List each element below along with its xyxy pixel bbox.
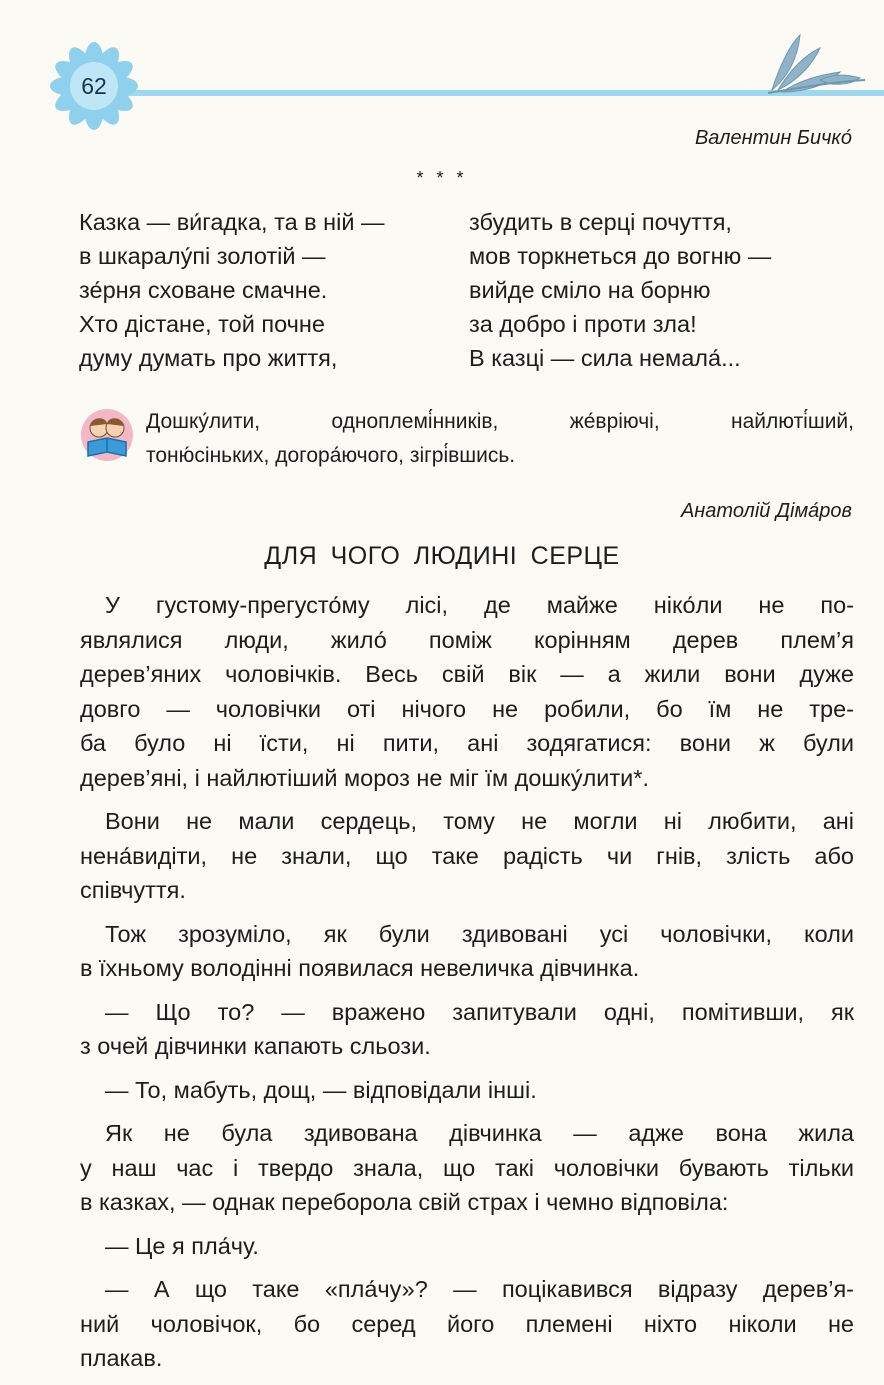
vocabulary-word: найлюті́ший,: [731, 410, 854, 433]
story-paragraph: [80, 804, 854, 908]
vocabulary-words: [146, 405, 854, 473]
story-paragraph: [80, 995, 854, 1064]
story-paragraph: [80, 1073, 854, 1108]
text-line: в їхньому володінні появилася невеличка дівчинка.: [80, 955, 640, 981]
story-author: Анатолій Діма́ров: [680, 500, 852, 522]
text-line: — То, мабуть, дощ, — відповідали інші.: [105, 1076, 537, 1103]
poem-column-left: [79, 205, 385, 375]
story-paragraph: [80, 1116, 854, 1220]
story-title: ДЛЯ ЧОГО ЛЮДИНІ СЕРЦЕ: [264, 542, 620, 570]
poem-line: Хто дістане, той почне: [79, 311, 325, 337]
page-number: 62: [81, 72, 107, 99]
reading-children-icon: [80, 408, 134, 462]
text-line: плакав.: [80, 1345, 163, 1371]
poem-line: думу думать про життя,: [79, 345, 338, 371]
vocabulary-line: тоню́сіньких, догора́ючого, зігрі́вшись.: [146, 444, 516, 467]
text-line: у наш час і твердо знала, що такі чоловічки бувають тільки: [80, 1154, 854, 1181]
text-line: дерев’яних чоловічків. Весь свій вік — а жили вони дуже: [80, 661, 854, 687]
text-line: з очей дівчинки капають сльози.: [80, 1033, 431, 1059]
vocabulary-line: [146, 405, 854, 439]
text-line: являлися люди, жило́ поміж корінням дерев плем’я: [80, 626, 854, 653]
text-line: нена́видіти, не знали, що таке радість чи гнів, злість або: [80, 842, 854, 869]
story-body: [80, 588, 854, 1385]
text-line: Як не була здивована дівчинка — адже вона жила: [105, 1120, 854, 1146]
story-paragraph: [80, 917, 854, 986]
section-separator: * * *: [416, 168, 468, 188]
text-line: в казках, — однак переборола свій страх і чемно відповіла:: [80, 1189, 729, 1215]
poem-line: збудить в серці почуття,: [469, 209, 732, 235]
text-line: дерев’яні, і найлютіший мороз не міг їм дошку́лити*.: [80, 764, 649, 791]
text-line: Вони не мали сердець, тому не могли ні любити, ані: [105, 808, 854, 834]
story-paragraph: [80, 588, 854, 795]
poem-line: в шкаралу́пі золотій —: [79, 243, 326, 269]
text-line: довго — чоловічки оті нічого не робили, бо їм не тре-: [80, 695, 854, 722]
text-line: У густому-прегусто́му лісі, де майже ніко́ли не по-: [105, 592, 854, 618]
poem-line: В казці — сила немала́...: [469, 345, 741, 371]
text-line: ба було ні їсти, ні пити, ані зодягатися: вони ж були: [80, 730, 854, 756]
poem-line: вийде сміло на борню: [469, 277, 711, 303]
story-paragraph: [80, 1229, 854, 1264]
vocabulary-word: же́вріючі,: [569, 410, 660, 433]
text-line: — Це я пла́чу.: [105, 1232, 259, 1259]
poem-line: зе́рня сховане смачне.: [79, 277, 328, 303]
poem-author: Валентин Бичко́: [694, 127, 852, 149]
text-line: — А що таке «пла́чу»? — поцікавився відразу дерев’я-: [105, 1276, 854, 1302]
text-line: — Що то? — вражено запитували одні, помітивши, як: [105, 998, 854, 1025]
leaf-ornament-icon: [760, 30, 870, 95]
poem-column-right: [469, 205, 771, 375]
text-line: співчуття.: [80, 877, 186, 903]
vocabulary-word: одноплемі́нників,: [331, 410, 499, 433]
story-paragraph: [80, 1272, 854, 1376]
text-line: Тож зрозуміло, як були здивовані усі чоловічки, коли: [105, 920, 854, 947]
poem-line: мов торкнеться до вогню —: [469, 243, 772, 269]
vocabulary-word: Дошку́лити,: [146, 410, 261, 433]
text-line: ний чоловічок, бо серед його племені ніхто ніколи не: [80, 1310, 854, 1337]
poem-line: за добро і проти зла!: [469, 311, 697, 337]
poem-line: Казка — ви́гадка, та в ній —: [79, 209, 385, 235]
